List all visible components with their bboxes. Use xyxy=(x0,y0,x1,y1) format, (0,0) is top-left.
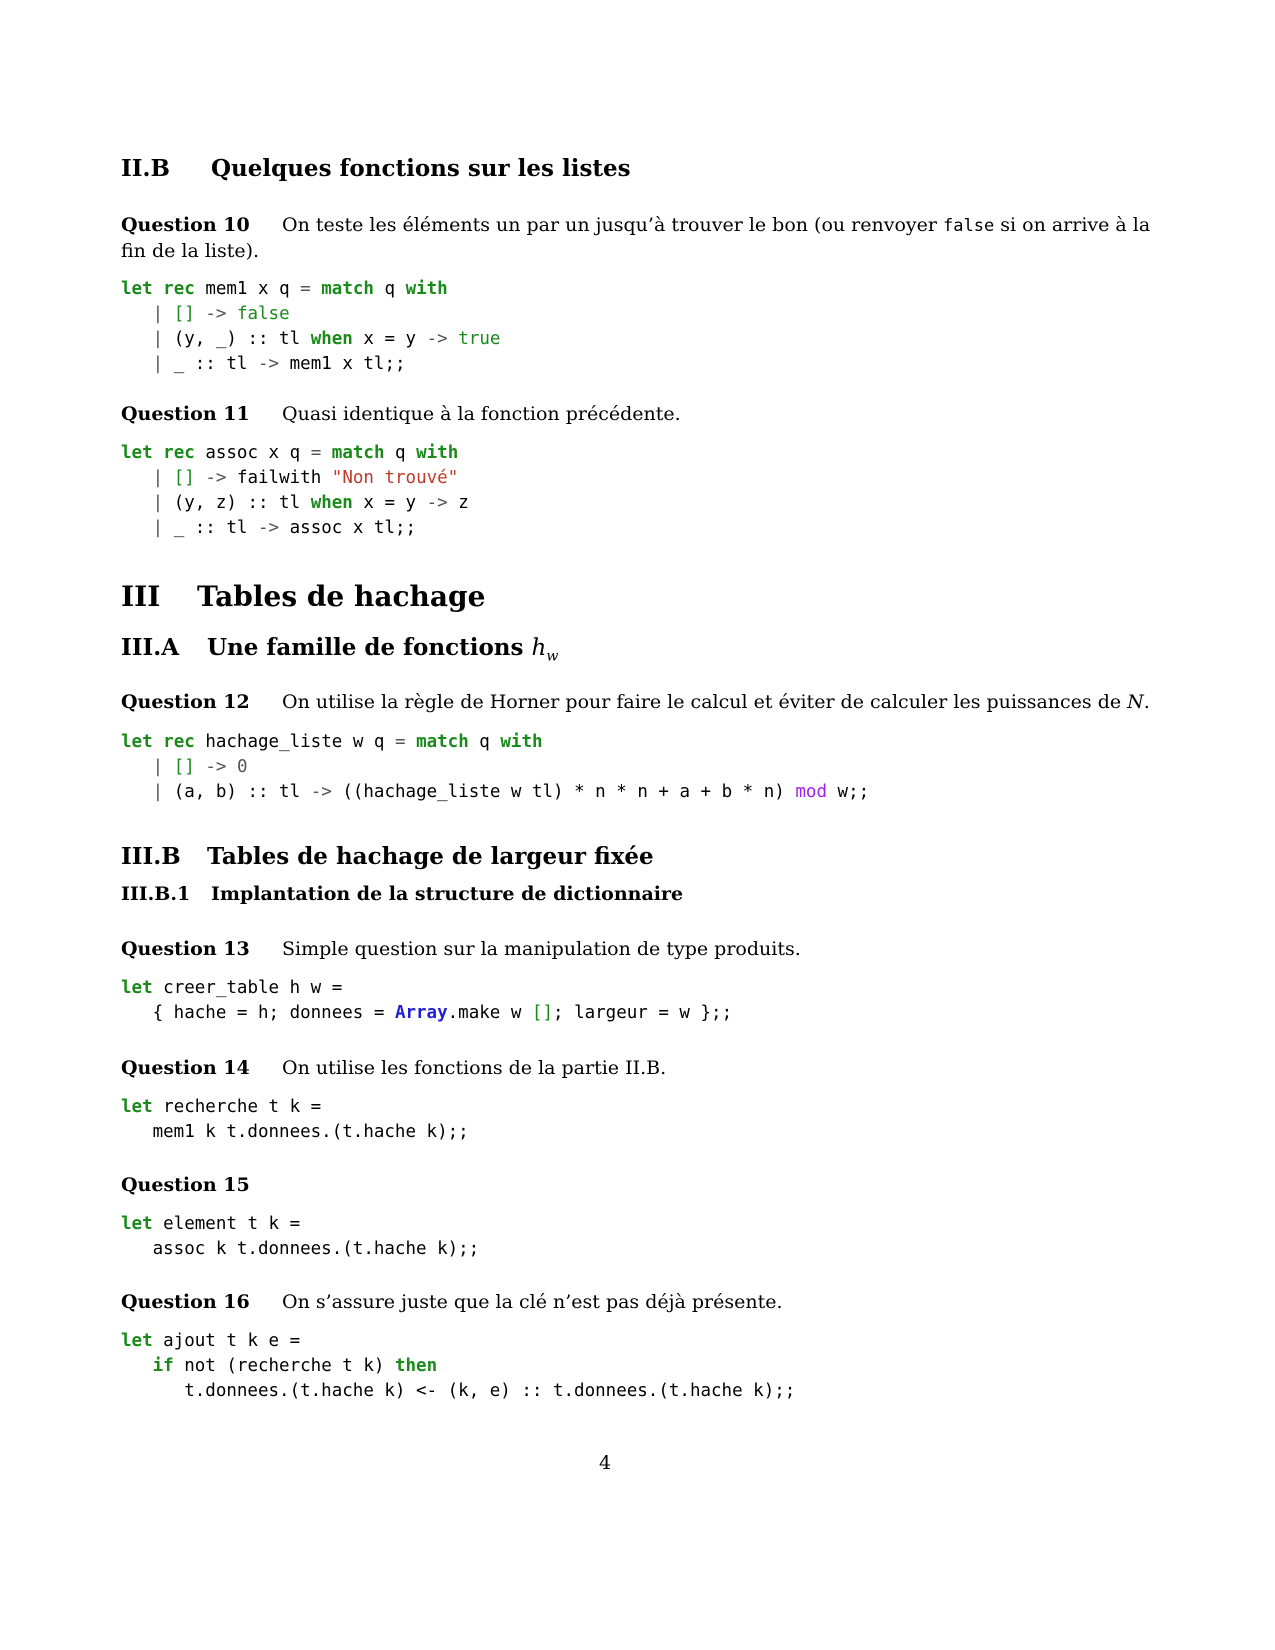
code-operator: mod xyxy=(795,782,827,802)
keyword: when xyxy=(310,329,353,349)
code-block-creer-table xyxy=(121,976,732,1026)
code-function: failwith xyxy=(236,468,322,488)
question-10-paragraph xyxy=(121,213,1151,264)
keyword: let xyxy=(121,1214,153,1234)
code-args: x q xyxy=(258,279,290,299)
code-value: true xyxy=(458,329,501,349)
code-head: creer_table h w = xyxy=(163,978,343,998)
code-condition: x = y xyxy=(363,493,417,513)
question-label: Question 15 xyxy=(121,1174,250,1196)
section-heading-iiib xyxy=(121,843,654,870)
code-head: element t k = xyxy=(163,1214,301,1234)
code-block-recherche xyxy=(121,1095,469,1145)
section-number: III.A xyxy=(121,634,180,661)
function-name: mem1 xyxy=(205,279,248,299)
code-condition: x = y xyxy=(363,329,417,349)
code-pattern: _ :: tl xyxy=(173,518,248,538)
code-pattern: (y, z) :: tl xyxy=(173,493,301,513)
math-subscript: w xyxy=(546,648,559,665)
keyword: then xyxy=(394,1356,438,1376)
keyword: let xyxy=(121,1097,153,1117)
keyword: match xyxy=(331,443,385,463)
code-head: ajout t k e = xyxy=(163,1331,301,1351)
question-12-paragraph xyxy=(121,691,1150,713)
code-head: recherche t k = xyxy=(163,1097,322,1117)
function-name: hachage_liste xyxy=(205,732,343,752)
question-label: Question 16 xyxy=(121,1291,250,1313)
keyword: with xyxy=(405,279,448,299)
code-expression: mem1 k t.donnees.(t.hache k);; xyxy=(152,1122,469,1142)
section-heading-iii xyxy=(121,580,485,613)
code-block-assoc: let rec assoc x q = match q with | [] -> failwith "Non trouvé" | (y, z) :: tl when x = y -> z | _ :: tl -> assoc x tl;; xyxy=(121,443,469,538)
question-label: Question 10 xyxy=(121,214,250,236)
code-expression: z xyxy=(458,493,469,513)
keyword: if xyxy=(152,1356,174,1376)
keyword: let xyxy=(121,732,153,752)
question-16-paragraph xyxy=(121,1291,783,1313)
code-block-ajout xyxy=(121,1329,795,1404)
section-title: Tables de hachage xyxy=(197,580,486,613)
keyword: rec xyxy=(163,443,195,463)
section-number: III.B xyxy=(121,843,181,870)
question-text: Quasi identique à la fonction précédente. xyxy=(282,403,681,425)
code-expression: mem1 x tl;; xyxy=(289,354,406,374)
code-block-mem1: let rec mem1 x q = match q with | [] -> false | (y, _) :: tl when x = y -> true | _ :: tl -> mem1 x tl;; xyxy=(121,279,501,374)
keyword: rec xyxy=(163,732,195,752)
code-value: [] xyxy=(531,1003,553,1023)
code-value: 0 xyxy=(236,757,248,777)
question-11-paragraph xyxy=(121,403,681,425)
keyword: when xyxy=(310,493,353,513)
code-string: "Non trouvé" xyxy=(331,468,459,488)
question-text-end: si on arrive à la fin de la liste). xyxy=(121,214,1151,262)
question-text-end: . xyxy=(1143,691,1150,713)
code-pattern: _ :: tl xyxy=(173,354,248,374)
keyword: rec xyxy=(163,279,195,299)
section-title: Implantation de la structure de dictionnaire xyxy=(211,883,684,905)
question-13-paragraph xyxy=(121,938,801,960)
code-expression: .make w xyxy=(447,1003,532,1023)
question-text: On utilise les fonctions de la partie II.B. xyxy=(282,1057,667,1079)
function-name: assoc xyxy=(205,443,258,463)
question-14-paragraph xyxy=(121,1057,666,1079)
code-pattern: (a, b) :: tl xyxy=(173,782,301,802)
math-symbol: N xyxy=(1127,691,1144,713)
keyword: match xyxy=(416,732,469,752)
question-label: Question 12 xyxy=(121,691,250,713)
code-value: false xyxy=(236,304,290,324)
code-expression: ; largeur = w };; xyxy=(553,1003,733,1023)
code-pattern: (y, _) :: tl xyxy=(173,329,301,349)
code-args: w q xyxy=(352,732,385,752)
keyword: let xyxy=(121,1331,153,1351)
code-expression: t.donnees.(t.hache k) <- (k, e) :: t.donnees.(t.hache k);; xyxy=(184,1381,796,1401)
section-heading-iib xyxy=(121,155,631,182)
code-expression: { hache = h; donnees = xyxy=(152,1003,395,1023)
code-block-element xyxy=(121,1212,479,1262)
section-heading-iiia xyxy=(121,634,558,665)
math-symbol: h xyxy=(531,635,547,661)
section-title: Quelques fonctions sur les listes xyxy=(211,155,631,182)
question-label: Question 14 xyxy=(121,1057,250,1079)
question-text: On s’assure juste que la clé n’est pas déjà présente. xyxy=(282,1291,783,1313)
section-number: II.B xyxy=(121,155,170,182)
section-number: III xyxy=(121,580,161,613)
keyword: let xyxy=(121,443,153,463)
keyword: let xyxy=(121,978,153,998)
question-label: Question 13 xyxy=(121,938,250,960)
code-expression: w;; xyxy=(837,782,870,802)
section-heading-iiib1 xyxy=(121,883,683,905)
code-expression: ((hachage_liste w tl) * n * n + a + b * n) xyxy=(342,782,785,802)
section-number: III.B.1 xyxy=(121,883,191,905)
question-text: Simple question sur la manipulation de type produits. xyxy=(282,938,801,960)
section-title: Une famille de fonctions xyxy=(207,634,524,661)
code-expression: assoc x tl;; xyxy=(289,518,417,538)
code-args: x q xyxy=(268,443,301,463)
code-block-hachage: let rec hachage_liste w q = match q with | [] -> 0 | (a, b) :: tl -> ((hachage_liste w tl) * n * n + a + b * n) mod w;; xyxy=(121,732,870,802)
inline-code: false xyxy=(943,216,995,236)
question-text: On utilise la règle de Horner pour faire le calcul et éviter de calculer les puissances de xyxy=(282,691,1128,713)
keyword: match xyxy=(321,279,374,299)
code-expression: assoc k t.donnees.(t.hache k);; xyxy=(152,1239,480,1259)
keyword: let xyxy=(121,279,153,299)
keyword: with xyxy=(500,732,543,752)
code-module: Array xyxy=(394,1003,448,1023)
code-condition: not (recherche t k) xyxy=(184,1356,385,1376)
question-15-paragraph xyxy=(121,1174,282,1196)
page-number: 4 xyxy=(599,1452,612,1474)
question-label: Question 11 xyxy=(121,403,250,425)
keyword: with xyxy=(416,443,459,463)
section-title: Tables de hachage de largeur fixée xyxy=(207,843,654,870)
question-text: On teste les éléments un par un jusqu’à trouver le bon (ou renvoyer xyxy=(282,214,944,236)
